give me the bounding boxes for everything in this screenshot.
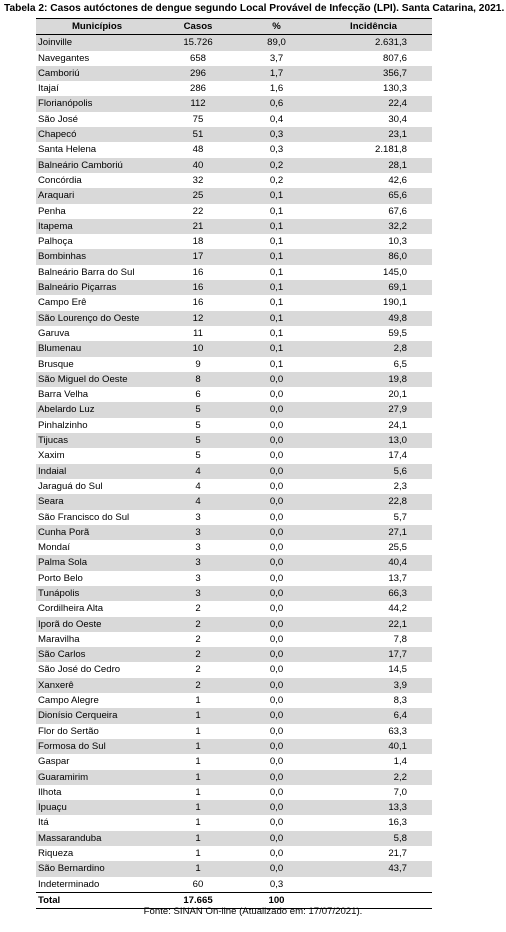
incidencia-cell: 19,8 xyxy=(315,372,432,387)
casos-cell: 1 xyxy=(158,815,238,830)
percent-cell: 0,0 xyxy=(238,724,315,739)
table-row xyxy=(36,678,432,693)
percent-cell: 0,6 xyxy=(238,96,315,111)
municipio-cell: Navegantes xyxy=(36,51,158,66)
percent-cell: 0,4 xyxy=(238,112,315,127)
percent-cell: 0,0 xyxy=(238,739,315,754)
percent-cell: 0,0 xyxy=(238,494,315,509)
municipio-cell: Riqueza xyxy=(36,846,158,861)
municipio-cell: Campo Alegre xyxy=(36,693,158,708)
percent-cell: 0,0 xyxy=(238,571,315,586)
casos-cell: 75 xyxy=(158,112,238,127)
table-row xyxy=(36,357,432,372)
casos-cell: 16 xyxy=(158,265,238,280)
table-row xyxy=(36,142,432,157)
percent-cell: 1,6 xyxy=(238,81,315,96)
table-row xyxy=(36,831,432,846)
table-row xyxy=(36,81,432,96)
percent-cell: 0,0 xyxy=(238,800,315,815)
casos-cell: 10 xyxy=(158,341,238,356)
casos-cell: 3 xyxy=(158,540,238,555)
municipio-cell: São José xyxy=(36,112,158,127)
municipio-cell: Itapema xyxy=(36,219,158,234)
casos-cell: 60 xyxy=(158,877,238,893)
table-row xyxy=(36,204,432,219)
incidencia-cell: 5,6 xyxy=(315,464,432,479)
percent-cell: 0,0 xyxy=(238,433,315,448)
percent-cell: 0,1 xyxy=(238,311,315,326)
municipio-cell: Xaxim xyxy=(36,448,158,463)
table-row xyxy=(36,693,432,708)
municipio-cell: Porto Belo xyxy=(36,571,158,586)
table-row xyxy=(36,525,432,540)
table-row xyxy=(36,326,432,341)
municipio-cell: Dionísio Cerqueira xyxy=(36,708,158,723)
table-row xyxy=(36,448,432,463)
casos-cell: 4 xyxy=(158,479,238,494)
incidencia-cell: 10,3 xyxy=(315,234,432,249)
header-percent: % xyxy=(238,19,315,35)
incidencia-cell: 5,8 xyxy=(315,831,432,846)
incidencia-cell: 2.631,3 xyxy=(315,35,432,51)
percent-cell: 0,3 xyxy=(238,127,315,142)
table-row xyxy=(36,402,432,417)
casos-cell: 1 xyxy=(158,846,238,861)
table-row xyxy=(36,662,432,677)
incidencia-cell: 44,2 xyxy=(315,601,432,616)
casos-cell: 296 xyxy=(158,66,238,81)
percent-cell: 0,0 xyxy=(238,586,315,601)
municipio-cell: Indaial xyxy=(36,464,158,479)
table-row xyxy=(36,601,432,616)
incidencia-cell: 13,7 xyxy=(315,571,432,586)
table-row xyxy=(36,372,432,387)
casos-cell: 2 xyxy=(158,617,238,632)
table-row xyxy=(36,479,432,494)
table-row xyxy=(36,188,432,203)
municipio-cell: Santa Helena xyxy=(36,142,158,157)
casos-cell: 286 xyxy=(158,81,238,96)
incidencia-cell: 13,3 xyxy=(315,800,432,815)
municipio-cell: Concórdia xyxy=(36,173,158,188)
table-row xyxy=(36,311,432,326)
percent-cell: 89,0 xyxy=(238,35,315,51)
municipio-cell: Ipuaçu xyxy=(36,800,158,815)
municipio-cell: Camboriú xyxy=(36,66,158,81)
incidencia-cell: 67,6 xyxy=(315,204,432,219)
municipio-cell: Balneário Barra do Sul xyxy=(36,265,158,280)
municipio-cell: Balneário Camboriú xyxy=(36,158,158,173)
percent-cell: 0,1 xyxy=(238,204,315,219)
total-casos: 17.665 xyxy=(158,892,238,908)
percent-cell: 0,0 xyxy=(238,708,315,723)
percent-cell: 0,0 xyxy=(238,815,315,830)
table-row xyxy=(36,51,432,66)
table-row xyxy=(36,234,432,249)
table-row xyxy=(36,35,432,51)
casos-cell: 21 xyxy=(158,219,238,234)
incidencia-cell: 3,9 xyxy=(315,678,432,693)
percent-cell: 0,0 xyxy=(238,525,315,540)
incidencia-cell: 1,4 xyxy=(315,754,432,769)
percent-cell: 0,1 xyxy=(238,249,315,264)
casos-cell: 4 xyxy=(158,494,238,509)
percent-cell: 0,2 xyxy=(238,158,315,173)
casos-cell: 2 xyxy=(158,678,238,693)
percent-cell: 0,0 xyxy=(238,418,315,433)
percent-cell: 0,0 xyxy=(238,861,315,876)
incidencia-cell: 2.181,8 xyxy=(315,142,432,157)
table-row xyxy=(36,846,432,861)
incidencia-cell: 6,4 xyxy=(315,708,432,723)
municipio-cell: Blumenau xyxy=(36,341,158,356)
municipio-cell: Formosa do Sul xyxy=(36,739,158,754)
table-row xyxy=(36,341,432,356)
incidencia-cell: 49,8 xyxy=(315,311,432,326)
header-casos: Casos xyxy=(158,19,238,35)
percent-cell: 0,0 xyxy=(238,540,315,555)
incidencia-cell: 27,1 xyxy=(315,525,432,540)
incidencia-cell: 5,7 xyxy=(315,510,432,525)
casos-cell: 9 xyxy=(158,357,238,372)
percent-cell: 3,7 xyxy=(238,51,315,66)
percent-cell: 0,0 xyxy=(238,479,315,494)
casos-cell: 1 xyxy=(158,861,238,876)
casos-cell: 3 xyxy=(158,525,238,540)
percent-cell: 0,3 xyxy=(238,877,315,893)
casos-cell: 18 xyxy=(158,234,238,249)
incidencia-cell: 22,8 xyxy=(315,494,432,509)
table-row xyxy=(36,540,432,555)
municipio-cell: São Lourenço do Oeste xyxy=(36,311,158,326)
table-row xyxy=(36,96,432,111)
casos-cell: 12 xyxy=(158,311,238,326)
incidencia-cell: 356,7 xyxy=(315,66,432,81)
municipio-cell: Florianópolis xyxy=(36,96,158,111)
municipio-cell: São Francisco do Sul xyxy=(36,510,158,525)
casos-cell: 1 xyxy=(158,800,238,815)
table-row xyxy=(36,861,432,876)
municipio-cell: Penha xyxy=(36,204,158,219)
municipio-cell: Maravilha xyxy=(36,632,158,647)
header-incidencia: Incidência xyxy=(315,19,432,35)
municipio-cell: Barra Velha xyxy=(36,387,158,402)
table-row xyxy=(36,510,432,525)
incidencia-cell xyxy=(315,877,432,893)
incidencia-cell: 2,2 xyxy=(315,770,432,785)
percent-cell: 0,1 xyxy=(238,234,315,249)
incidencia-cell: 25,5 xyxy=(315,540,432,555)
percent-cell: 0,0 xyxy=(238,785,315,800)
municipio-cell: Brusque xyxy=(36,357,158,372)
incidencia-cell: 130,3 xyxy=(315,81,432,96)
incidencia-cell: 69,1 xyxy=(315,280,432,295)
municipio-cell: Seara xyxy=(36,494,158,509)
casos-cell: 1 xyxy=(158,708,238,723)
municipio-cell: Tunápolis xyxy=(36,586,158,601)
incidencia-cell: 43,7 xyxy=(315,861,432,876)
table-row xyxy=(36,249,432,264)
table-row xyxy=(36,494,432,509)
casos-cell: 17 xyxy=(158,249,238,264)
incidencia-cell: 13,0 xyxy=(315,433,432,448)
municipio-cell: Bombinhas xyxy=(36,249,158,264)
table-row xyxy=(36,555,432,570)
table-row xyxy=(36,66,432,81)
municipio-cell: Balneário Piçarras xyxy=(36,280,158,295)
table-body xyxy=(36,35,432,893)
municipio-cell: Garuva xyxy=(36,326,158,341)
municipio-cell: Pinhalzinho xyxy=(36,418,158,433)
casos-cell: 6 xyxy=(158,387,238,402)
table-row xyxy=(36,770,432,785)
percent-cell: 0,0 xyxy=(238,754,315,769)
percent-cell: 0,1 xyxy=(238,188,315,203)
percent-cell: 0,0 xyxy=(238,647,315,662)
casos-cell: 32 xyxy=(158,173,238,188)
table-row xyxy=(36,219,432,234)
percent-cell: 0,0 xyxy=(238,448,315,463)
table-row xyxy=(36,173,432,188)
table-row xyxy=(36,127,432,142)
incidencia-cell: 6,5 xyxy=(315,357,432,372)
incidencia-cell: 65,6 xyxy=(315,188,432,203)
incidencia-cell: 22,4 xyxy=(315,96,432,111)
incidencia-cell: 24,1 xyxy=(315,418,432,433)
incidencia-cell: 66,3 xyxy=(315,586,432,601)
percent-cell: 0,0 xyxy=(238,601,315,616)
incidencia-cell: 59,5 xyxy=(315,326,432,341)
municipio-cell: Mondaí xyxy=(36,540,158,555)
percent-cell: 0,1 xyxy=(238,280,315,295)
table-row xyxy=(36,158,432,173)
incidencia-cell: 16,3 xyxy=(315,815,432,830)
incidencia-cell: 17,7 xyxy=(315,647,432,662)
header-row xyxy=(36,19,432,35)
casos-cell: 1 xyxy=(158,754,238,769)
incidencia-cell: 7,8 xyxy=(315,632,432,647)
incidencia-cell: 14,5 xyxy=(315,662,432,677)
municipio-cell: Indeterminado xyxy=(36,877,158,893)
source-note: Fonte: SINAN On-line (Atualizado em: 17/07/2021). xyxy=(143,906,363,917)
municipio-cell: Cunha Porã xyxy=(36,525,158,540)
municipio-cell: Guaramirim xyxy=(36,770,158,785)
casos-cell: 3 xyxy=(158,571,238,586)
casos-cell: 3 xyxy=(158,586,238,601)
casos-cell: 3 xyxy=(158,555,238,570)
percent-cell: 0,0 xyxy=(238,662,315,677)
incidencia-cell: 17,4 xyxy=(315,448,432,463)
table-row xyxy=(36,265,432,280)
casos-cell: 16 xyxy=(158,295,238,310)
table-row xyxy=(36,800,432,815)
table-row xyxy=(36,280,432,295)
table-row xyxy=(36,617,432,632)
percent-cell: 0,0 xyxy=(238,510,315,525)
incidencia-cell: 32,2 xyxy=(315,219,432,234)
percent-cell: 0,0 xyxy=(238,846,315,861)
incidencia-cell: 807,6 xyxy=(315,51,432,66)
municipio-cell: São José do Cedro xyxy=(36,662,158,677)
header-municipios: Municípios xyxy=(36,19,158,35)
casos-cell: 16 xyxy=(158,280,238,295)
table-row xyxy=(36,754,432,769)
casos-cell: 40 xyxy=(158,158,238,173)
casos-cell: 5 xyxy=(158,433,238,448)
table-row xyxy=(36,724,432,739)
incidencia-cell: 8,3 xyxy=(315,693,432,708)
percent-cell: 1,7 xyxy=(238,66,315,81)
percent-cell: 0,0 xyxy=(238,464,315,479)
casos-cell: 5 xyxy=(158,402,238,417)
dengue-cases-table xyxy=(36,18,432,909)
casos-cell: 15.726 xyxy=(158,35,238,51)
casos-cell: 8 xyxy=(158,372,238,387)
casos-cell: 1 xyxy=(158,724,238,739)
incidencia-cell: 86,0 xyxy=(315,249,432,264)
percent-cell: 0,2 xyxy=(238,173,315,188)
table-row xyxy=(36,112,432,127)
percent-cell: 0,0 xyxy=(238,387,315,402)
table-row xyxy=(36,433,432,448)
incidencia-cell: 2,3 xyxy=(315,479,432,494)
incidencia-cell: 7,0 xyxy=(315,785,432,800)
municipio-cell: São Miguel do Oeste xyxy=(36,372,158,387)
casos-cell: 2 xyxy=(158,647,238,662)
municipio-cell: Abelardo Luz xyxy=(36,402,158,417)
casos-cell: 1 xyxy=(158,739,238,754)
municipio-cell: Massaranduba xyxy=(36,831,158,846)
percent-cell: 0,1 xyxy=(238,341,315,356)
incidencia-cell: 40,1 xyxy=(315,739,432,754)
municipio-cell: Palma Sola xyxy=(36,555,158,570)
percent-cell: 0,0 xyxy=(238,831,315,846)
table-row xyxy=(36,739,432,754)
table-row xyxy=(36,785,432,800)
municipio-cell: Flor do Sertão xyxy=(36,724,158,739)
casos-cell: 1 xyxy=(158,770,238,785)
total-percent: 100 xyxy=(238,892,315,908)
percent-cell: 0,0 xyxy=(238,372,315,387)
percent-cell: 0,0 xyxy=(238,632,315,647)
percent-cell: 0,1 xyxy=(238,357,315,372)
table-row xyxy=(36,708,432,723)
casos-cell: 5 xyxy=(158,448,238,463)
casos-cell: 11 xyxy=(158,326,238,341)
municipio-cell: Gaspar xyxy=(36,754,158,769)
casos-cell: 2 xyxy=(158,601,238,616)
municipio-cell: Cordilheira Alta xyxy=(36,601,158,616)
percent-cell: 0,1 xyxy=(238,326,315,341)
incidencia-cell: 21,7 xyxy=(315,846,432,861)
municipio-cell: Tijucas xyxy=(36,433,158,448)
municipio-cell: Iporã do Oeste xyxy=(36,617,158,632)
casos-cell: 658 xyxy=(158,51,238,66)
casos-cell: 25 xyxy=(158,188,238,203)
table-row xyxy=(36,815,432,830)
municipio-cell: Xanxerê xyxy=(36,678,158,693)
table-row xyxy=(36,571,432,586)
municipio-cell: Itá xyxy=(36,815,158,830)
casos-cell: 3 xyxy=(158,510,238,525)
casos-cell: 48 xyxy=(158,142,238,157)
incidencia-cell: 145,0 xyxy=(315,265,432,280)
casos-cell: 22 xyxy=(158,204,238,219)
casos-cell: 1 xyxy=(158,831,238,846)
casos-cell: 2 xyxy=(158,632,238,647)
incidencia-cell: 22,1 xyxy=(315,617,432,632)
percent-cell: 0,1 xyxy=(238,219,315,234)
incidencia-cell: 20,1 xyxy=(315,387,432,402)
percent-cell: 0,0 xyxy=(238,693,315,708)
incidencia-cell: 28,1 xyxy=(315,158,432,173)
municipio-cell: Campo Erê xyxy=(36,295,158,310)
casos-cell: 112 xyxy=(158,96,238,111)
municipio-cell: São Carlos xyxy=(36,647,158,662)
percent-cell: 0,0 xyxy=(238,555,315,570)
percent-cell: 0,3 xyxy=(238,142,315,157)
municipio-cell: São Bernardino xyxy=(36,861,158,876)
table-row xyxy=(36,647,432,662)
incidencia-cell: 30,4 xyxy=(315,112,432,127)
percent-cell: 0,0 xyxy=(238,617,315,632)
municipio-cell: Araquari xyxy=(36,188,158,203)
table-row xyxy=(36,877,432,893)
municipio-cell: Itajaí xyxy=(36,81,158,96)
municipio-cell: Palhoça xyxy=(36,234,158,249)
municipio-cell: Jaraguá do Sul xyxy=(36,479,158,494)
table-title: Tabela 2: Casos autóctones de dengue segundo Local Provável de Infecção (LPI). Santa Catarina, 2021. xyxy=(4,3,505,14)
percent-cell: 0,0 xyxy=(238,402,315,417)
percent-cell: 0,1 xyxy=(238,295,315,310)
incidencia-cell: 27,9 xyxy=(315,402,432,417)
casos-cell: 5 xyxy=(158,418,238,433)
total-label: Total xyxy=(36,892,158,908)
municipio-cell: Joinville xyxy=(36,35,158,51)
municipio-cell: Chapecó xyxy=(36,127,158,142)
incidencia-cell: 42,6 xyxy=(315,173,432,188)
casos-cell: 1 xyxy=(158,693,238,708)
casos-cell: 1 xyxy=(158,785,238,800)
incidencia-cell: 2,8 xyxy=(315,341,432,356)
table-row xyxy=(36,295,432,310)
incidencia-cell: 40,4 xyxy=(315,555,432,570)
percent-cell: 0,1 xyxy=(238,265,315,280)
table-row xyxy=(36,586,432,601)
table-row xyxy=(36,418,432,433)
incidencia-cell: 190,1 xyxy=(315,295,432,310)
table-row xyxy=(36,464,432,479)
table-row xyxy=(36,387,432,402)
casos-cell: 51 xyxy=(158,127,238,142)
casos-cell: 4 xyxy=(158,464,238,479)
incidencia-cell: 63,3 xyxy=(315,724,432,739)
table-row xyxy=(36,632,432,647)
municipio-cell: Ilhota xyxy=(36,785,158,800)
casos-cell: 2 xyxy=(158,662,238,677)
incidencia-cell: 23,1 xyxy=(315,127,432,142)
percent-cell: 0,0 xyxy=(238,770,315,785)
percent-cell: 0,0 xyxy=(238,678,315,693)
